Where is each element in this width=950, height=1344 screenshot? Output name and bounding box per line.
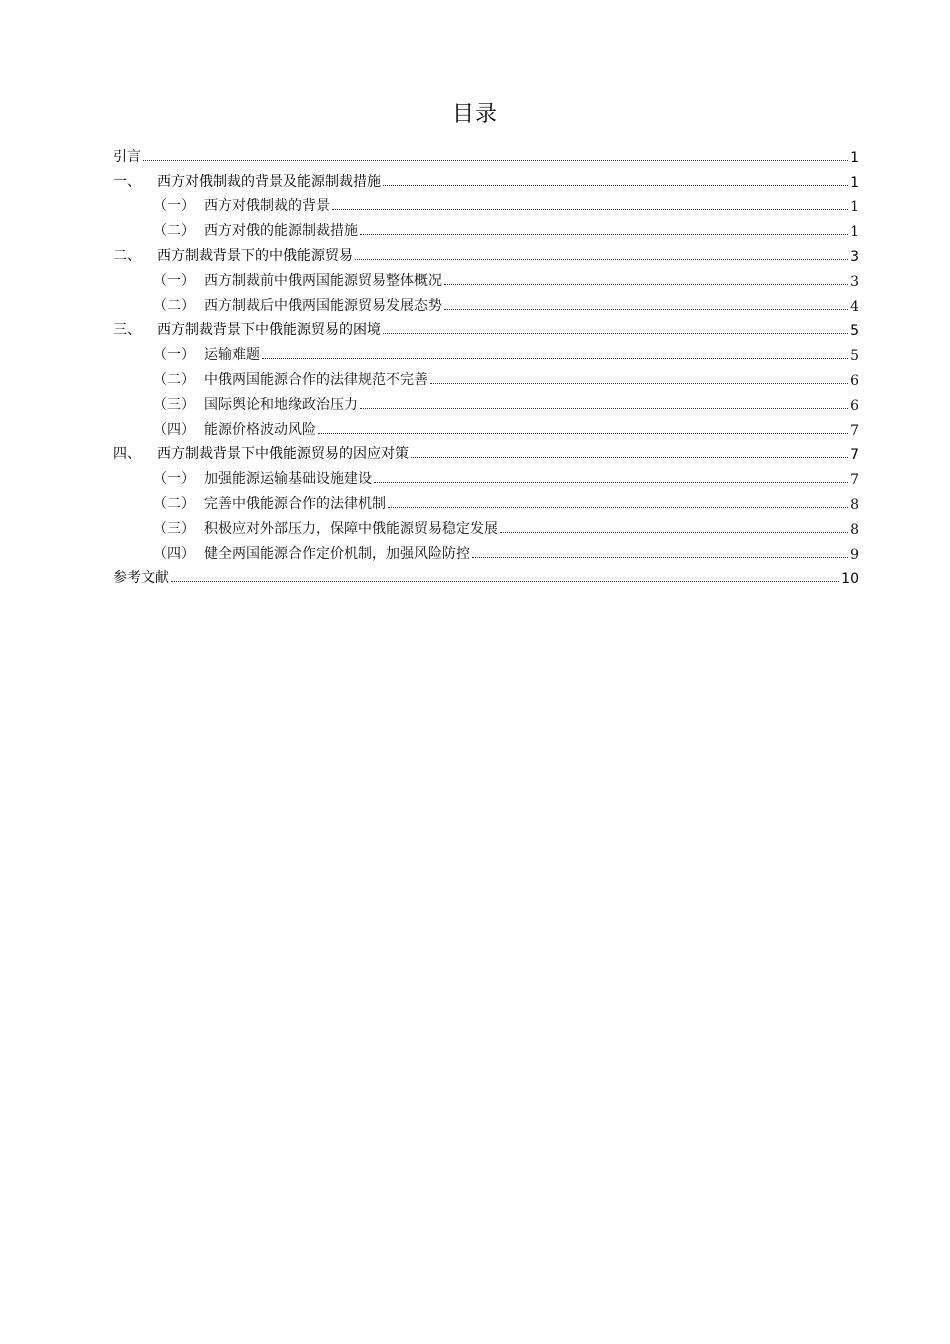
toc-dot-leader: [171, 581, 839, 582]
toc-entry-page-number: 7: [850, 422, 859, 439]
toc-entry-label: 西方制裁背景下中俄能源贸易的困境: [157, 322, 381, 339]
toc-entry[interactable]: [113, 240, 859, 265]
toc-dot-leader: [383, 333, 848, 334]
toc-entry[interactable]: [113, 538, 859, 563]
toc-dot-leader: [360, 234, 848, 235]
toc-entry-page-number: 5: [850, 348, 859, 365]
toc-entry[interactable]: [113, 265, 859, 290]
toc-entry-number: （一）: [153, 471, 195, 488]
toc-entry-label: 国际舆论和地缘政治压力: [204, 396, 358, 413]
toc-entry-page-number: 1: [850, 224, 859, 241]
toc-entry-page-number: 5: [850, 323, 859, 340]
toc-entry-page-number: 6: [850, 397, 859, 414]
toc-entry-number: （二）: [153, 495, 195, 512]
toc-entry-label: 能源价格波动风险: [204, 421, 316, 438]
toc-entry-number: （三）: [153, 396, 195, 413]
toc-entry-page-number: 3: [850, 248, 859, 265]
toc-title: 目录: [451, 102, 498, 127]
toc-entry-page-number: 6: [850, 372, 859, 389]
toc-entry-page-number: 9: [850, 546, 859, 563]
toc-entry[interactable]: [113, 364, 859, 389]
toc-dot-leader: [383, 185, 848, 186]
toc-entry[interactable]: [113, 563, 859, 588]
toc-entry-number: （二）: [153, 297, 195, 314]
toc-entry-number: （一）: [153, 198, 195, 215]
toc-entry-label: 中俄两国能源合作的法律规范不完善: [204, 371, 428, 388]
toc-dot-leader: [355, 259, 848, 260]
toc-entry-label: 运输难题: [204, 347, 260, 364]
table-of-contents: [113, 141, 859, 587]
toc-entry-label: 引言: [113, 148, 141, 165]
toc-entry-page-number: 8: [850, 496, 859, 513]
toc-dot-leader: [318, 433, 848, 434]
toc-entry[interactable]: [113, 463, 859, 488]
toc-entry[interactable]: [113, 439, 859, 464]
toc-entry-label: 西方制裁后中俄两国能源贸易发展态势: [204, 297, 442, 314]
toc-entry[interactable]: [113, 141, 859, 166]
toc-entry[interactable]: [113, 339, 859, 364]
toc-entry-number: （二）: [153, 223, 195, 240]
toc-entry[interactable]: [113, 191, 859, 216]
toc-entry-number: 四、: [113, 446, 141, 463]
toc-entry-page-number: 8: [850, 521, 859, 538]
toc-dot-leader: [374, 482, 848, 483]
toc-dot-leader: [332, 209, 848, 210]
toc-entry-label: 西方制裁背景下的中俄能源贸易: [157, 247, 353, 264]
toc-entry-label: 西方对俄制裁的背景: [204, 198, 330, 215]
toc-dot-leader: [472, 557, 848, 558]
toc-entry-number: （四）: [153, 421, 195, 438]
toc-entry-label: 西方对俄的能源制裁措施: [204, 223, 358, 240]
toc-entry[interactable]: [113, 166, 859, 191]
toc-dot-leader: [411, 457, 848, 458]
toc-entry-label: 参考文献: [113, 570, 169, 587]
toc-entry-page-number: 3: [850, 273, 859, 290]
toc-entry[interactable]: [113, 215, 859, 240]
toc-entry-label: 积极应对外部压力，保障中俄能源贸易稳定发展: [204, 520, 498, 537]
toc-entry-number: 二、: [113, 247, 141, 264]
toc-entry-label: 西方对俄制裁的背景及能源制裁措施: [157, 173, 381, 190]
toc-entry-page-number: 10: [841, 571, 859, 588]
toc-entry-number: （二）: [153, 371, 195, 388]
toc-entry[interactable]: [113, 488, 859, 513]
toc-entry-label: 加强能源运输基础设施建设: [204, 471, 372, 488]
toc-entry-number: 三、: [113, 322, 141, 339]
toc-dot-leader: [444, 309, 848, 310]
toc-entry-label: 健全两国能源合作定价机制，加强风险防控: [204, 545, 470, 562]
toc-dot-leader: [262, 358, 848, 359]
toc-entry-label: 西方制裁前中俄两国能源贸易整体概况: [204, 272, 442, 289]
toc-entry-page-number: 1: [850, 199, 859, 216]
toc-dot-leader: [388, 507, 848, 508]
toc-entry-number: （一）: [153, 272, 195, 289]
toc-entry-number: （三）: [153, 520, 195, 537]
toc-dot-leader: [500, 532, 848, 533]
toc-entry[interactable]: [113, 513, 859, 538]
toc-entry-page-number: 7: [850, 447, 859, 464]
toc-dot-leader: [143, 160, 848, 161]
toc-entry-number: 一、: [113, 173, 141, 190]
toc-dot-leader: [360, 408, 848, 409]
toc-dot-leader: [430, 383, 848, 384]
toc-entry-label: 完善中俄能源合作的法律机制: [204, 495, 386, 512]
toc-entry-number: （一）: [153, 347, 195, 364]
toc-entry[interactable]: [113, 315, 859, 340]
toc-entry-page-number: 1: [850, 149, 859, 166]
toc-entry[interactable]: [113, 290, 859, 315]
toc-entry-label: 西方制裁背景下中俄能源贸易的因应对策: [157, 446, 409, 463]
toc-entry[interactable]: [113, 389, 859, 414]
toc-dot-leader: [444, 284, 848, 285]
toc-entry-number: （四）: [153, 545, 195, 562]
toc-entry[interactable]: [113, 414, 859, 439]
toc-entry-page-number: 7: [850, 472, 859, 489]
toc-entry-page-number: 1: [850, 174, 859, 191]
toc-entry-page-number: 4: [850, 298, 859, 315]
